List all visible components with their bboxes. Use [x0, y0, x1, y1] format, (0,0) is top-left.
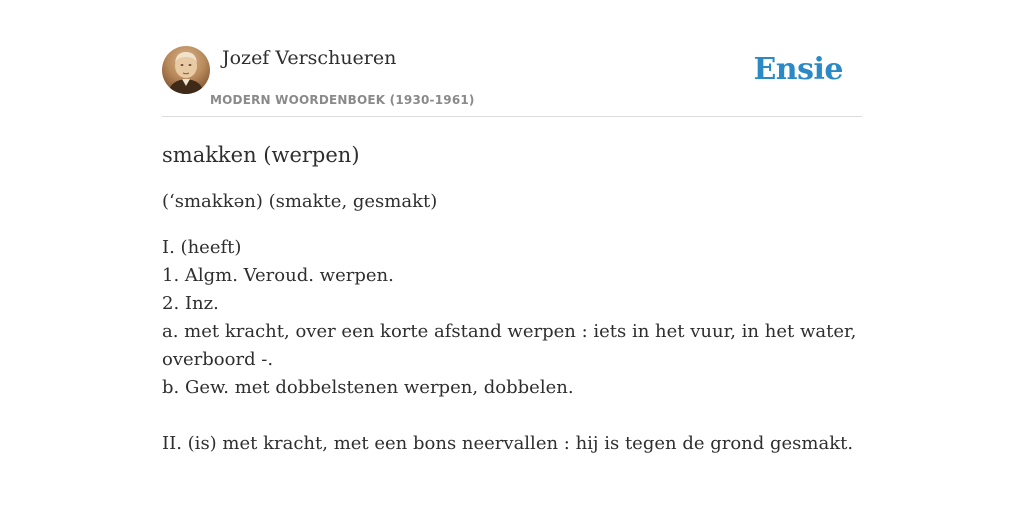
definition-line: I. (heeft)	[162, 237, 242, 258]
author-name[interactable]: Jozef Verschueren	[222, 47, 397, 69]
ensie-logo[interactable]: Ensie	[753, 52, 843, 87]
source-title: MODERN WOORDENBOEK (1930-1961)	[210, 93, 475, 107]
definition-spacer	[162, 402, 862, 430]
definition-line: 1. Algm. Veroud. werpen.	[162, 265, 394, 286]
entry-title: smakken (werpen)	[162, 143, 360, 167]
definition-line: II. (is) met kracht, met een bons neervallen : hij is tegen de grond gesmakt.	[162, 433, 854, 454]
entry-definitions	[162, 234, 862, 458]
definition-line: b. Gew. met dobbelstenen werpen, dobbelen.	[162, 377, 574, 398]
author-avatar[interactable]	[162, 46, 210, 94]
page-header	[162, 46, 862, 117]
definition-line: a. met kracht, over een korte afstand werpen : iets in het vuur, in het water, overboord -.	[162, 321, 857, 370]
entry-content	[162, 138, 862, 458]
author-portrait-icon	[162, 46, 210, 94]
definition-line: 2. Inz.	[162, 293, 219, 314]
entry-pronunciation: (‘smakkən) (smakte, gesmakt)	[162, 191, 438, 212]
